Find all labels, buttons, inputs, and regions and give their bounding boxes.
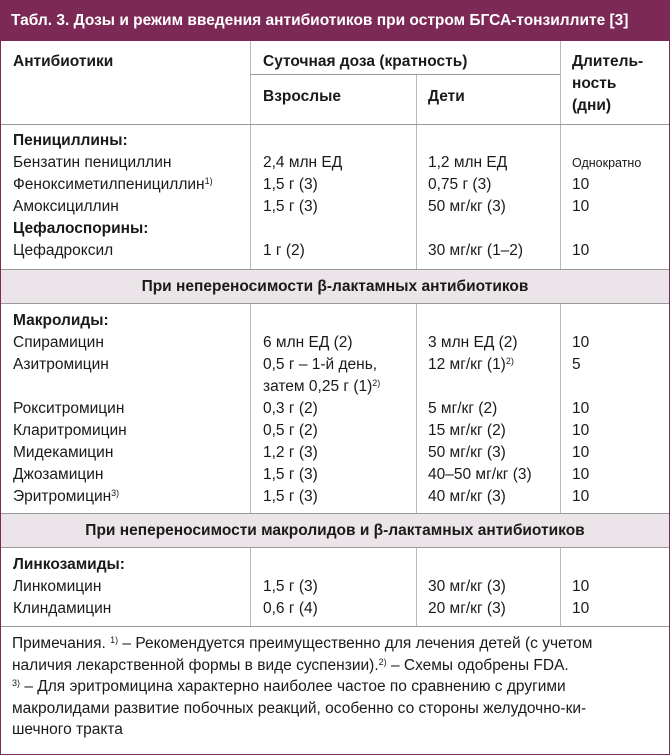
col-divider [250,41,251,270]
col-divider [416,547,417,626]
header-duration-l1: Длитель- [572,53,644,70]
header-antibiotics: Антибиотики [13,53,114,70]
header-duration-l2: ность [572,75,617,92]
col-divider [560,303,561,513]
col-divider [560,547,561,626]
table-title: Табл. 3. Дозы и режим введения антибиотиков при остром БГСА-тонзиллите [3] [1,1,669,41]
row-divider [1,547,669,548]
header-children: Дети [428,88,465,105]
table-notes: Примечания. $^{1)}$ – Рекомендуется преимущественно для лечения детей (с учетом наличия лекарственной формы в виде суспензии).$^{2)}$ – Схемы одобрены FDA. $^{3)}$ – Для эритромицина характерно наиболее частое по сравнению с другими макролидами развитие побочных реакций, особенно со стороны желудочно-ки- шечного тракта [12,635,593,738]
col-divider [250,303,251,513]
row-divider [1,124,669,125]
header-duration-l3: (дни) [572,97,612,114]
row-divider [250,74,560,75]
col-divider [416,303,417,513]
section-band: При непереносимости β-лактамных антибиотиков [1,270,669,303]
section-band: При непереносимости макролидов и β-лактамных антибиотиков [1,514,669,547]
antibiotics-table: Табл. 3. Дозы и режим введения антибиотиков при остром БГСА-тонзиллите [3] Антибиотики Суточная доза (кратность) Длитель- ность Взрослые Дети (дни) Пенициллины: Бензатин пенициллин 2,4 млн ЕД 1,2 млн ЕД Однократно Феноксиметилпенициллин$^{1)}$ 1,5 г (3) 0,75 г (3) 10 Амоксициллин 1,5 г (3) 50 мг/кг (3) 10 Цефалоспорины: Цефадроксил 1 г (2) 30 мг/кг (1–2) 10 При непереносимости β-лактамных антибиотиков Макролиды: Спирамицин 6 млн ЕД (2) 3 млн ЕД (2) 10 Азитромицин 0,5 г – 1-й день, 12 мг/кг $(1)^{2)}$ 5 затем 0,25 г $(1)^{2)}$ Рокситромицин 0,3 г (2) 5 мг/кг (2) 10 Кларитромицин 0,5 г (2) 15 мг/кг (2) 10 Мидекамицин 1,2 г (3) 50 мг/кг (3) 10 Джозамицин 1,5 г (3) 40–50 мг/кг (3) 10 Эритромицин$^{3)}$ 1,5 г (3) 40 мг/кг (3) 10 При непереносимости макролидов и β-лактамных антибиотиков Линкозамиды: Линкомицин 1,5 г (3) 30 мг/кг (3) 10 Клиндамицин 0,6 г (4) 20 мг/кг (3) 10 Примечания. $^{1)}$ – Рекомендуется преимущественно для лечения детей (с учетом наличия лекарственной формы в виде суспензии).$^{2)}$ – Схемы одобрены FDA. $^{3)}$ – Для эритромицина характерно наиболее частое по сравнению с другими макролидами развитие побочных реакций, особенно со стороны желудочно-ки- шечного тракта [0,0,670,755]
col-divider [416,74,417,270]
header-daily-dose: Суточная доза (кратность) [263,53,468,70]
header-adults: Взрослые [263,88,341,105]
row-divider [1,626,669,627]
col-divider [250,547,251,626]
col-divider [560,41,561,270]
row-divider [1,303,669,304]
